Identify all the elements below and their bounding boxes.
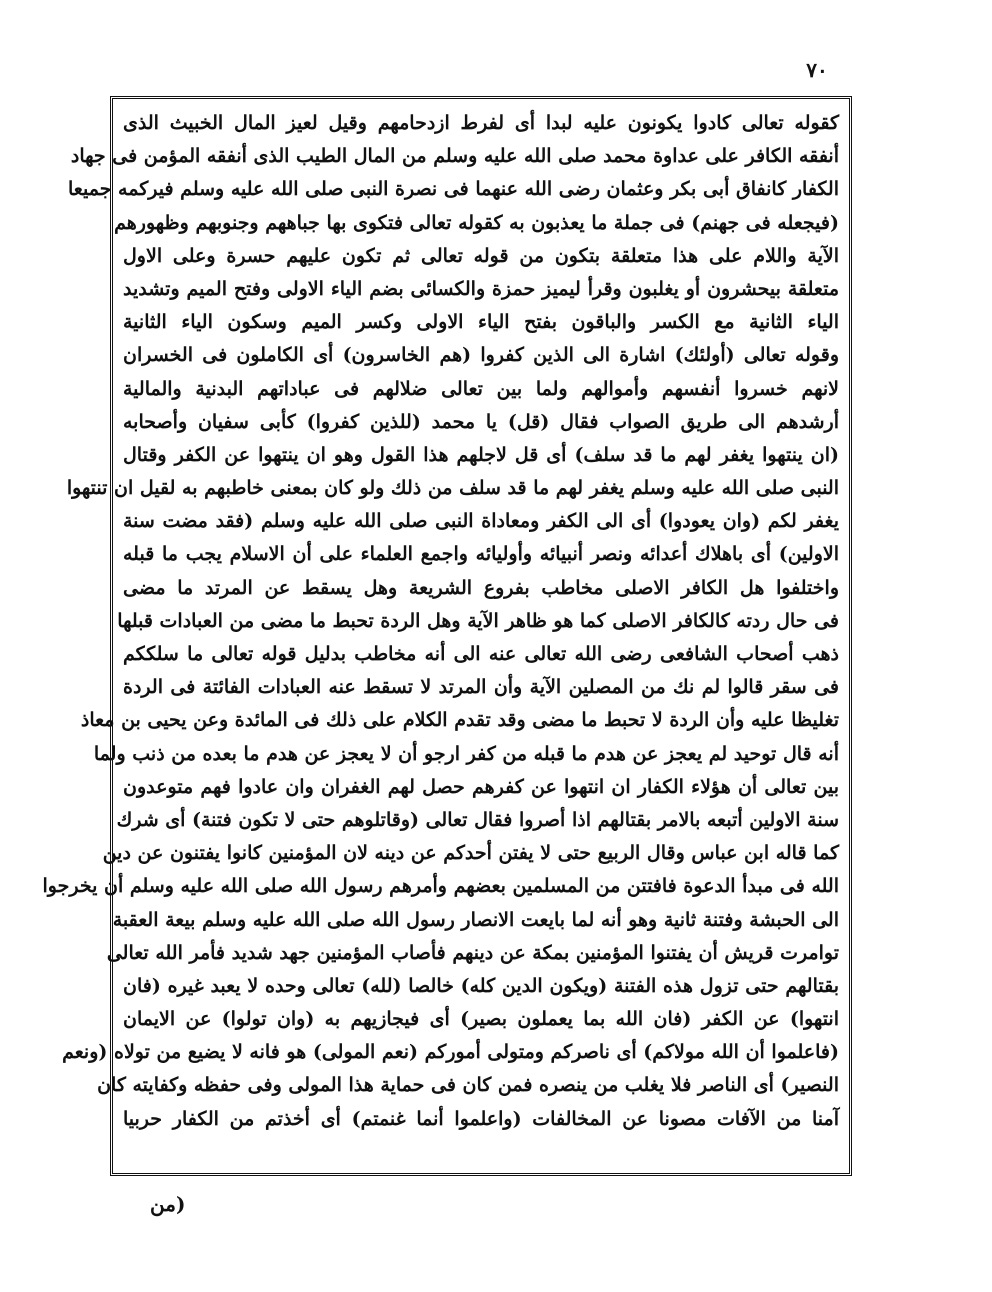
text-line: الله فى مبدأ الدعوة فافتتن من المسلمين بعضهم وأمرهم رسول الله صلى الله عليه وسلم أن يخرجوا [42,875,839,898]
page-number: ٧٠ [806,58,828,82]
text-line: يغفر لكم (وان يعودوا) أى الى الكفر ومعاداة النبى صلى الله عليه وسلم (فقد مضت سنة [123,510,839,533]
text-line: تغليظا عليه وأن الردة لا تحبط ما مضى وقد تقدم الكلام على ذلك فى المائدة وعن يحيى بن معاذ [80,709,839,732]
text-line: الكفار كانفاق أبى بكر وعثمان رضى الله عنهما فى نصرة النبى صلى الله عليه وسلم فيركمه جميعا [68,178,839,201]
text-line: فى سقر قالوا لم نك من المصلين الآية وأن المرتد لا تسقط عنه العبادات الفائتة فى الردة [123,676,839,699]
text-line: أنفقه الكافر على عداوة محمد صلى الله عليه وسلم من المال الطيب الذى أنفقه المؤمن فى جهاد [70,145,839,168]
text-line: لانهم خسروا أنفسهم وأموالهم ولما بين تعالى ضلالهم فى عباداتهم البدنية والمالية [123,377,839,400]
text-line: آمنا من الآفات مصونا عن المخالفات (واعلموا أنما غنمتم) أى أخذتم من الكفار حربيا [123,1107,839,1130]
text-line: واختلفوا هل الكافر الاصلى مخاطب بفروع الشريعة وهل يسقط عن المرتد ما مضى [123,576,839,599]
text-line: كما قاله ابن عباس وقال الربيع حتى لا يفتن أحدكم عن دينه لان المؤمنين كانوا يفتنون عن دين [102,842,839,865]
text-line: كقوله تعالى كادوا يكونون عليه لبدا أى لفرط ازدحامهم وقيل لعيز المال الخبيث الذى [123,112,839,134]
text-line: الاولين) أى باهلاك أعدائه ونصر أنبيائه وأوليائه واجمع العلماء على أن الاسلام يجب ما قبله [123,543,839,566]
text-line: انتهوا) عن الكفر (فان الله بما يعملون بصير) أى فيجازيهم به (وان تولوا) عن الايمان [123,1008,839,1031]
text-line: الآية واللام على هذا متعلقة بتكون من قوله تعالى ثم تكون عليهم حسرة وعلى الاول [123,244,839,267]
text-line: بقتالهم حتى تزول هذه الفتنة (ويكون الدين كله) خالصا (لله) تعالى وحده لا يعبد غيره (فان [123,974,839,997]
text-line: بين تعالى أن هؤلاء الكفار ان انتهوا عن كفرهم حصل لهم الغفران وان عادوا فهم متوعدون [123,775,839,798]
text-line: توامرت قريش أن يفتنوا المؤمنين بمكة عن دينهم فأصاب المؤمنين جهد شديد فأمر الله تعالى [106,941,839,964]
text-line: (فاعلموا أن الله مولاكم) أى ناصركم ومتولى أموركم (نعم المولى) هو فانه لا يضيع من تولاه (ونعم [62,1041,839,1064]
text-line: ذهب أصحاب الشافعى رضى الله تعالى عنه الى أنه مخاطب بدليل قوله تعالى ما سلككم [123,643,839,665]
catchword: (من [150,1192,186,1216]
text-line: سنة الاولين أتبعه بالامر بقتالهم اذا أصروا فقال تعالى (وقاتلوهم حتى لا تكون فتنة) أى شرك [116,808,839,831]
text-line: النصير) أى الناصر فلا يغلب من ينصره فمن كان فى حماية هذا المولى وفى حفظه وكفايته كان [97,1074,839,1097]
text-frame [42,96,852,1176]
text-line: أنه قال توحيد لم يعجز عن هدم ما قبله من كفر ارجو أن لا يعجز عن هدم ما بعده من ذنب ولما [93,742,839,765]
text-line: (ان ينتهوا يغفر لهم ما قد سلف) أى قل لاجلهم هذا القول وهو ان ينتهوا عن الكفر وقتال [123,443,839,466]
text-line: الياء الثانية مع الكسر والباقون بفتح الياء الاولى وكسر الميم وسكون الياء الثانية [123,311,839,334]
text-line: (فيجعله فى جهنم) فى جملة ما يعذبون به كقوله تعالى فتكوى بها جباههم وجنوبهم وظهورهم [114,211,839,234]
text-line: متعلقة بيحشرون أو يغلبون وقرأ ليميز حمزة والكسائى بضم الياء الاولى وفتح الميم وتشديد [123,277,839,300]
text-line: الى الحبشة وفتنة ثانية وهو أنه لما بايعت الانصار رسول الله صلى الله عليه وسلم بيعة العقبة [112,908,839,931]
text-line: فى حال ردته كالكافر الاصلى كما هو ظاهر الآية وهل الردة تحبط ما مضى من العبادات قبلها [117,609,839,632]
text-line: أرشدهم الى طريق الصواب فقال (قل) يا محمد (للذين كفروا) كأبى سفيان وأصحابه [123,410,839,433]
text-line: النبى صلى الله عليه وسلم يغفر لهم ما قد سلف من ذلك ولو كان بمعنى خاطبهم به لقيل ان تنتهوا [66,477,839,500]
text-line: وقوله تعالى (أولئك) اشارة الى الذين كفروا (هم الخاسرون) أى الكاملون فى الخسران [123,344,839,367]
